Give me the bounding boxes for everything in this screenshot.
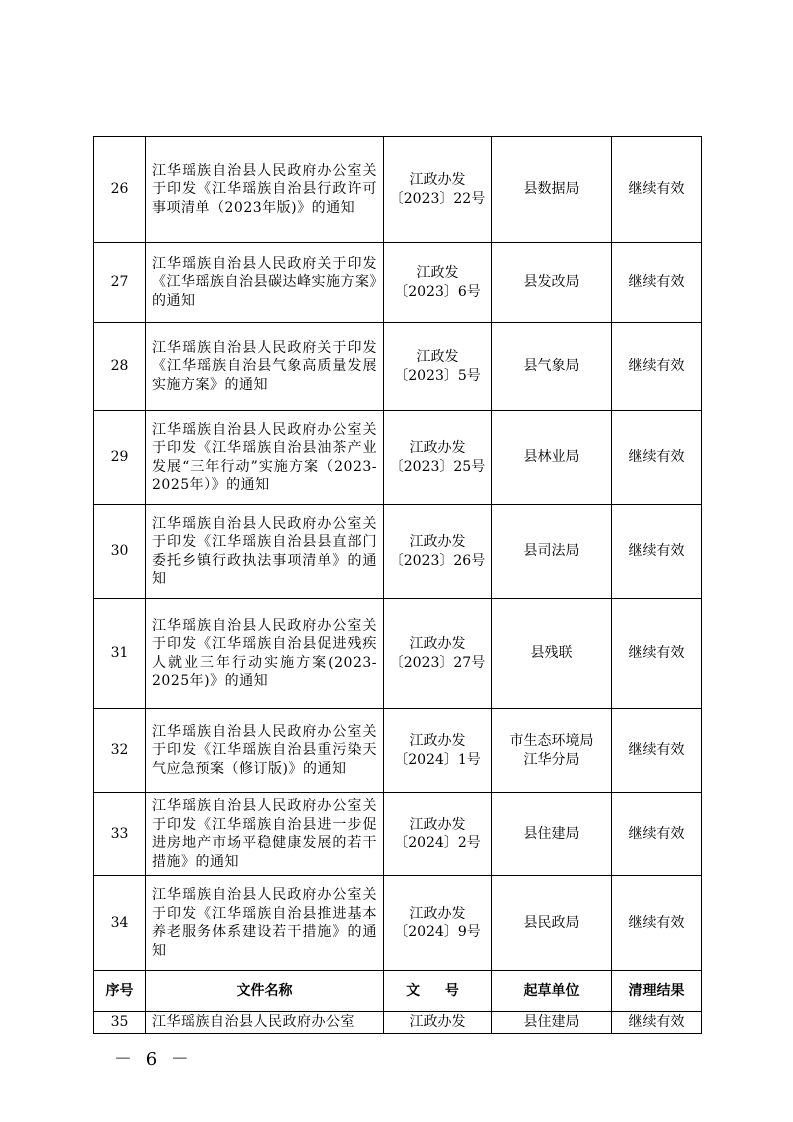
row-number: 27 — [94, 243, 146, 323]
doc-number — [384, 137, 492, 243]
header-unit: 起草单位 — [492, 971, 612, 1012]
doc-number — [384, 411, 492, 505]
row-number: 35 — [94, 1012, 146, 1034]
page-number: － 6 － — [114, 1049, 193, 1070]
table-row — [94, 709, 702, 793]
table-row — [94, 137, 702, 243]
doc-number-prefix: 江政办发 — [409, 440, 466, 456]
table-row — [94, 243, 702, 323]
clean-result: 继续有效 — [612, 323, 702, 411]
doc-number-prefix: 江政发 — [416, 349, 459, 365]
header-doc-number: 文 号 — [384, 971, 492, 1012]
table-row — [94, 1012, 702, 1034]
drafting-unit-line2: 江华分局 — [523, 751, 580, 768]
table-row — [94, 411, 702, 505]
drafting-unit: 县残联 — [492, 599, 612, 709]
doc-number-prefix: 江政发 — [416, 265, 459, 281]
drafting-unit: 县住建局 — [492, 793, 612, 876]
row-number: 30 — [94, 505, 146, 599]
doc-number — [384, 876, 492, 971]
drafting-unit: 县发改局 — [492, 243, 612, 323]
drafting-unit: 县民政局 — [492, 876, 612, 971]
row-number: 31 — [94, 599, 146, 709]
doc-number-suffix: 〔2023〕22号 — [389, 190, 486, 207]
file-title: 江华瑶族自治县人民政府办公室关于印发《江华瑶族自治县推进基本养老服务体系建设若干措施》的通知 — [146, 876, 384, 971]
drafting-unit: 县数据局 — [492, 137, 612, 243]
file-title: 江华瑶族自治县人民政府办公室关于印发《江华瑶族自治县油茶产业发展“三年行动”实施方案（2023-2025年）》的通知 — [146, 411, 384, 505]
table-row — [94, 505, 702, 599]
table-row — [94, 599, 702, 709]
table-row — [94, 793, 702, 876]
doc-number-prefix: 江政办发 — [409, 905, 466, 922]
drafting-unit: 县气象局 — [492, 323, 612, 411]
drafting-unit: 县住建局 — [492, 1012, 612, 1034]
drafting-unit — [492, 709, 612, 793]
clean-result: 继续有效 — [612, 599, 702, 709]
doc-number-suffix: 〔2024〕9号 — [394, 924, 481, 940]
header-title: 文件名称 — [146, 971, 384, 1012]
clean-result: 继续有效 — [612, 709, 702, 793]
row-number: 32 — [94, 709, 146, 793]
document-table — [93, 136, 702, 1034]
file-title: 江华瑶族自治县人民政府办公室关于印发《江华瑶族自治县行政许可事项清单（2023年版)》的通知 — [146, 137, 384, 243]
doc-number-suffix: 〔2023〕5号 — [394, 367, 481, 384]
clean-result: 继续有效 — [612, 137, 702, 243]
file-title: 江华瑶族自治县人民政府关于印发《江华瑶族自治县气象高质量发展实施方案》的通知 — [146, 323, 384, 411]
file-title: 江华瑶族自治县人民政府办公室关于印发《江华瑶族自治县进一步促进房地产市场平稳健康发展的若干措施》的通知 — [146, 793, 384, 876]
doc-number-suffix: 〔2023〕26号 — [389, 552, 486, 569]
clean-result: 继续有效 — [612, 243, 702, 323]
drafting-unit: 县林业局 — [492, 411, 612, 505]
row-number: 33 — [94, 793, 146, 876]
row-number: 26 — [94, 137, 146, 243]
table-row — [94, 876, 702, 971]
doc-number — [384, 599, 492, 709]
drafting-unit-line1: 市生态环境局 — [509, 733, 594, 749]
doc-number — [384, 243, 492, 323]
row-number: 34 — [94, 876, 146, 971]
doc-number-prefix: 江政办发 — [409, 172, 466, 188]
row-number: 28 — [94, 323, 146, 411]
clean-result: 继续有效 — [612, 505, 702, 599]
table-row — [94, 323, 702, 411]
file-title: 江华瑶族自治县人民政府办公室 — [146, 1012, 384, 1034]
doc-number-prefix: 江政办发 — [409, 534, 466, 550]
table-header-row — [94, 971, 702, 1012]
doc-number-prefix: 江政办发 — [409, 733, 466, 749]
file-title: 江华瑶族自治县人民政府办公室关于印发《江华瑶族自治县重污染天气应急预案（修订版)》的通知 — [146, 709, 384, 793]
doc-number-suffix: 〔2023〕6号 — [394, 283, 481, 300]
doc-number — [384, 323, 492, 411]
doc-number-suffix: 〔2023〕27号 — [389, 654, 486, 671]
clean-result: 继续有效 — [612, 793, 702, 876]
header-result: 清理结果 — [612, 971, 702, 1012]
clean-result: 继续有效 — [612, 411, 702, 505]
clean-result: 继续有效 — [612, 876, 702, 971]
doc-number-suffix: 〔2024〕2号 — [394, 835, 481, 851]
doc-number — [384, 793, 492, 876]
doc-number-prefix: 江政办发 — [409, 636, 466, 652]
doc-number-suffix: 〔2023〕25号 — [389, 458, 486, 475]
doc-number: 江政办发 — [384, 1012, 492, 1034]
header-number: 序号 — [94, 971, 146, 1012]
doc-number — [384, 505, 492, 599]
file-title: 江华瑶族自治县人民政府办公室关于印发《江华瑶族自治县县直部门委托乡镇行政执法事项清单》的通知 — [146, 505, 384, 599]
file-title: 江华瑶族自治县人民政府关于印发《江华瑶族自治县碳达峰实施方案》的通知 — [146, 243, 384, 323]
clean-result: 继续有效 — [612, 1012, 702, 1034]
doc-number — [384, 709, 492, 793]
row-number: 29 — [94, 411, 146, 505]
doc-number-prefix: 江政办发 — [409, 816, 466, 833]
doc-number-suffix: 〔2024〕1号 — [394, 751, 481, 768]
file-title: 江华瑶族自治县人民政府办公室关于印发《江华瑶族自治县促进残疾人就业三年行动实施方案(2023-2025年)》的通知 — [146, 599, 384, 709]
drafting-unit: 县司法局 — [492, 505, 612, 599]
